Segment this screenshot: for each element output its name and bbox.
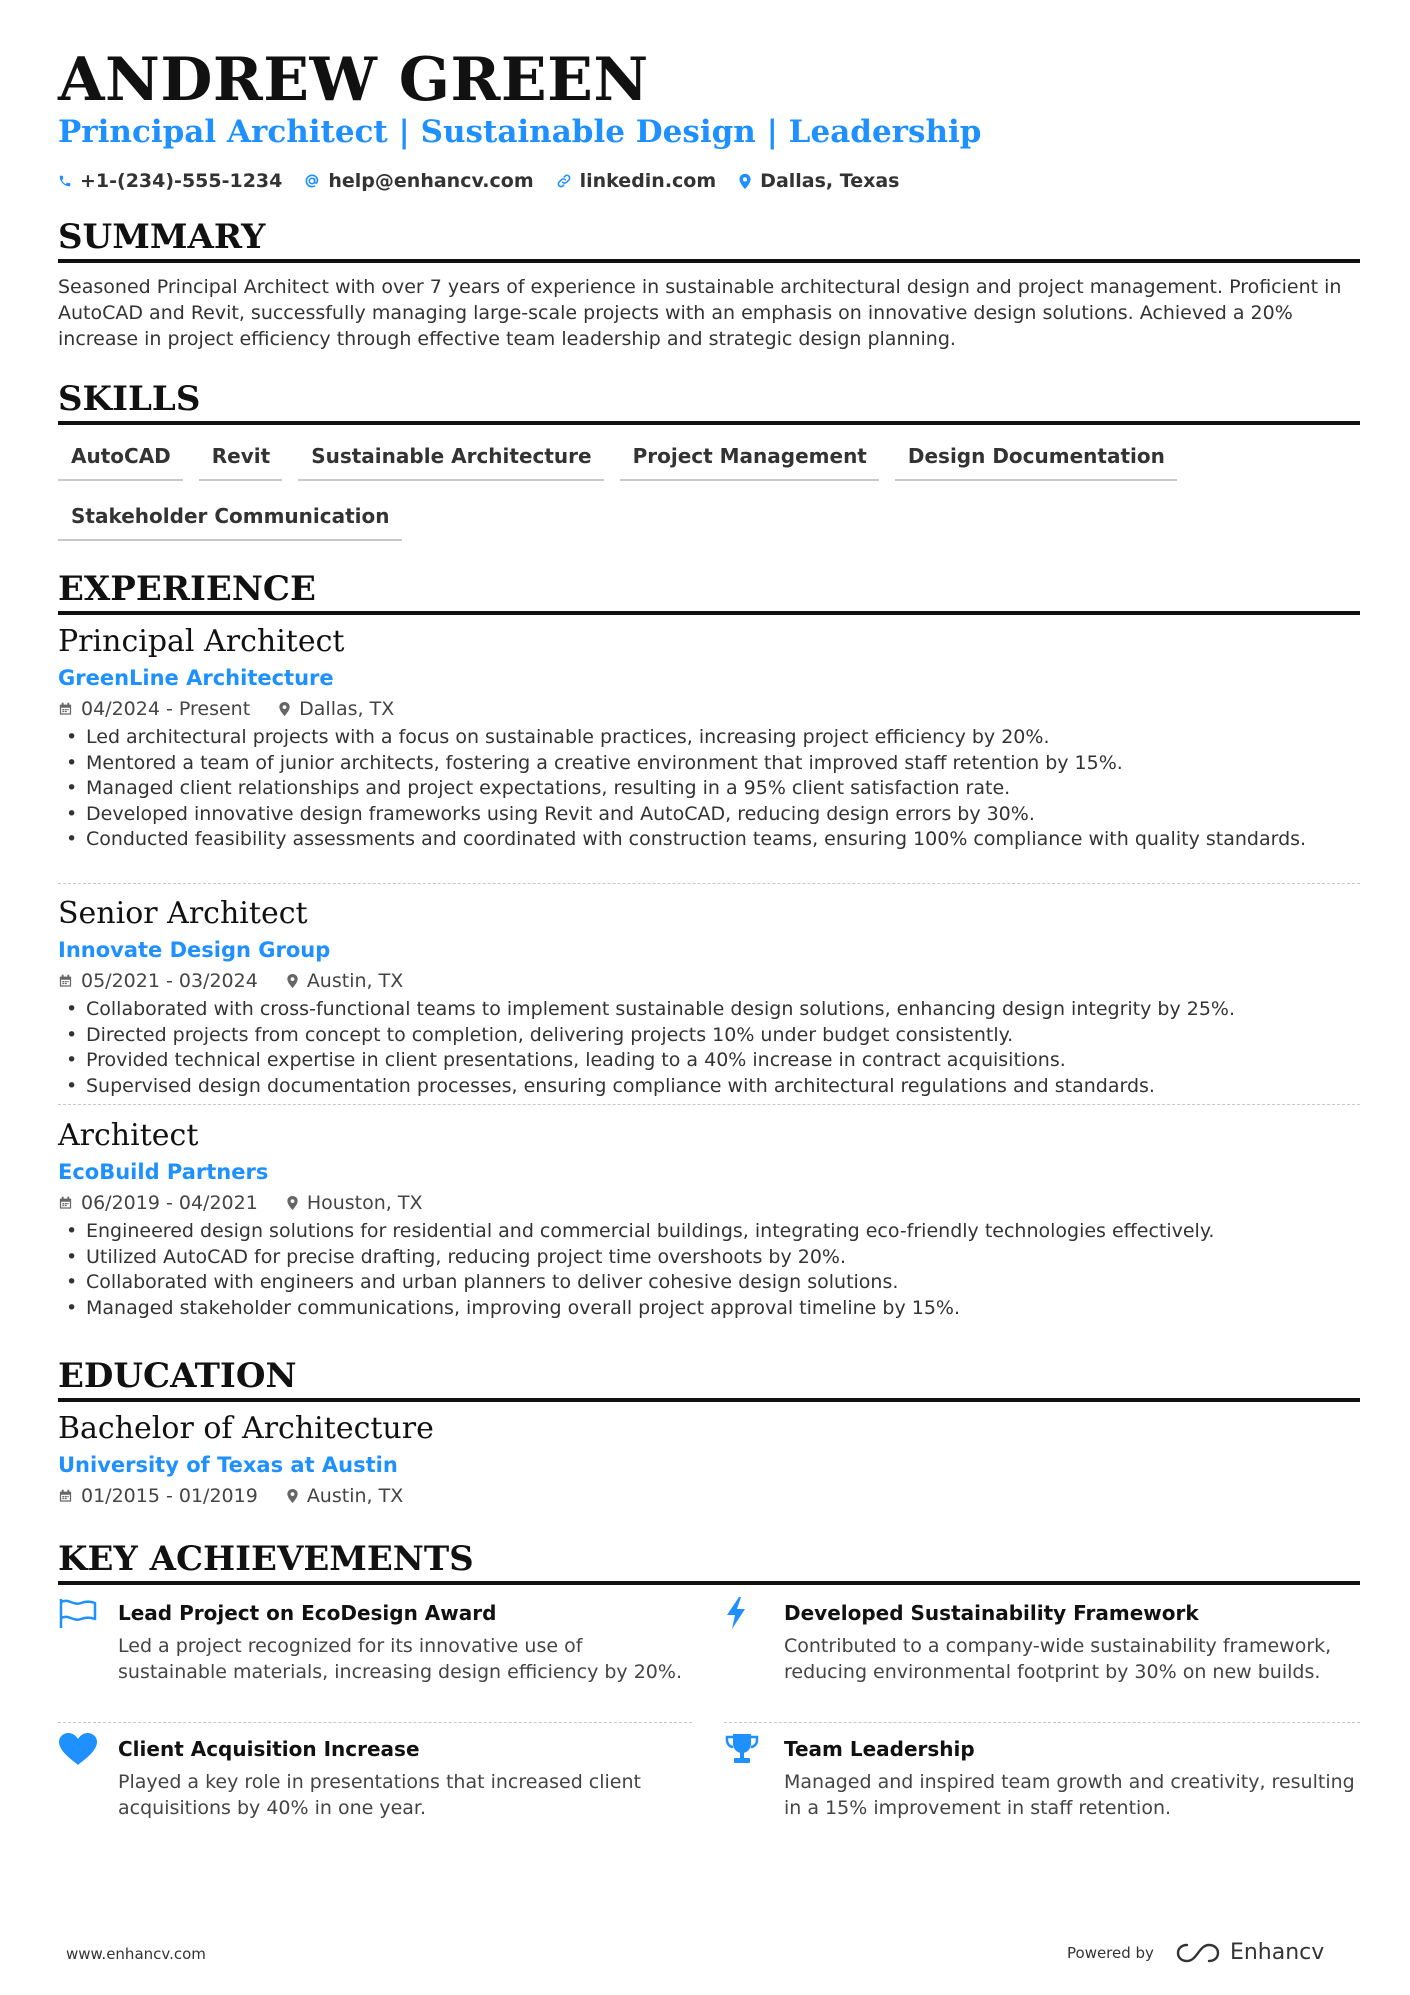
achievement-item [724,1596,1358,1685]
trophy-icon [724,1732,760,1766]
job-bullets [58,1219,1360,1321]
job-location: Houston, TX [306,1192,423,1214]
skill-tag: Revit [199,437,282,481]
education-meta [58,1482,1360,1510]
contact-email[interactable] [304,170,533,192]
candidate-headline: Principal Architect | Sustainable Design | Leadership [58,114,982,150]
calendar-icon [58,1488,73,1504]
achievement-title: Team Leadership [784,1737,975,1761]
job-bullets [58,997,1360,1099]
flag-icon [58,1597,98,1629]
job-company: Innovate Design Group [58,938,331,962]
skill-tag: Project Management [620,437,879,481]
job-bullet: • Collaborated with engineers and urban planners to deliver cohesive design solutions. [58,1270,1360,1296]
skill-tag: Stakeholder Communication [58,497,402,541]
achievement-description: Led a project recognized for its innovative use of sustainable materials, increasing design efficiency by 20%. [118,1635,682,1683]
job-company: GreenLine Architecture [58,666,334,690]
footer-branding[interactable] [1067,1940,1324,1965]
contact-location [738,170,899,192]
location-pin-icon [286,1488,299,1504]
job-bullet: • Led architectural projects with a focus on sustainable practices, increasing project efficiency by 20%. [58,725,1360,751]
job-dates: 05/2021 - 03/2024 [81,970,258,992]
link-icon [556,173,572,189]
job-bullet: • Developed innovative design frameworks using Revit and AutoCAD, reducing design errors by 30%. [58,802,1360,828]
experience-section-title: EXPERIENCE [58,570,1360,615]
calendar-icon [58,701,73,717]
job-bullet: • Utilized AutoCAD for precise drafting, reducing project time overshoots by 20%. [58,1245,1360,1271]
education-section-title: EDUCATION [58,1357,1360,1402]
job-bullet: • Conducted feasibility assessments and coordinated with construction teams, ensuring 100% compliance with quality standards. [58,827,1360,853]
skills-list [58,437,1360,557]
calendar-icon [58,1195,73,1211]
lightning-icon [724,1596,748,1630]
job-meta [58,695,1360,723]
job-meta [58,1189,1360,1217]
job-bullet: • Managed stakeholder communications, improving overall project approval timeline by 15%. [58,1296,1360,1322]
achievement-description: Contributed to a company-wide sustainability framework, reducing environmental footprint by 30% on new builds. [784,1635,1332,1683]
contact-bar [58,170,921,192]
job-divider [58,1104,1360,1105]
contact-linkedin[interactable] [556,170,717,192]
location-pin-icon [278,701,291,717]
achievement-item [58,1732,692,1821]
skill-tag: Design Documentation [895,437,1177,481]
job-dates: 04/2024 - Present [81,698,251,720]
phone-text: +1-(234)-555-1234 [80,170,283,192]
skill-tag: Sustainable Architecture [298,437,603,481]
job-title: Architect [58,1118,199,1153]
summary-section-title: SUMMARY [58,218,1360,263]
job-bullet: • Mentored a team of junior architects, fostering a creative environment that improved staff retention by 15%. [58,751,1360,777]
job-title: Principal Architect [58,624,345,659]
education-degree: Bachelor of Architecture [58,1411,434,1446]
achievement-title: Lead Project on EcoDesign Award [118,1601,497,1625]
linkedin-text: linkedin.com [579,170,717,192]
education-school: University of Texas at Austin [58,1453,398,1477]
job-meta [58,967,1360,995]
achievements-section-title: KEY ACHIEVEMENTS [58,1540,1360,1585]
achievement-item [724,1732,1358,1821]
phone-icon [58,174,72,188]
job-entry [58,895,1360,1099]
education-dates: 01/2015 - 01/2019 [81,1485,258,1507]
location-pin-icon [286,973,299,989]
summary-text: Seasoned Principal Architect with over 7 years of experience in sustainable architectural design and project management. Proficient in AutoCAD and Revit, successfully managing large-scale projects with an emphasis on innovative design solutions. Achieved a 20% increase in project efficiency through effective team leadership and strategic design planning. [58,276,1342,350]
job-bullets [58,725,1360,853]
candidate-name: ANDREW GREEN [58,45,649,115]
heart-icon [58,1732,98,1766]
brand-name: Enhancv [1229,1940,1325,1965]
enhancv-logo [1176,1940,1324,1965]
achievement-divider [58,1722,692,1723]
location-pin-icon [286,1195,299,1211]
education-location: Austin, TX [306,1485,404,1507]
skills-section-title: SKILLS [58,380,1360,425]
location-text: Dallas, Texas [760,170,900,192]
achievement-description: Played a key role in presentations that increased client acquisitions by 40% in one year. [118,1771,641,1819]
email-text: help@enhancv.com [328,170,534,192]
job-location: Dallas, TX [299,698,395,720]
enhancv-logo-icon [1176,1942,1220,1964]
achievement-divider [724,1722,1360,1723]
job-company: EcoBuild Partners [58,1160,269,1184]
job-bullet: • Supervised design documentation processes, ensuring compliance with architectural regulations and standards. [58,1074,1360,1100]
job-entry [58,1117,1360,1321]
job-bullet: • Collaborated with cross-functional teams to implement sustainable design solutions, enhancing design integrity by 25%. [58,997,1360,1023]
location-pin-icon [738,173,752,190]
contact-phone[interactable] [58,170,282,192]
achievement-title: Client Acquisition Increase [118,1737,420,1761]
calendar-icon [58,973,73,989]
skill-tag: AutoCAD [58,437,183,481]
achievement-title: Developed Sustainability Framework [784,1601,1199,1625]
job-location: Austin, TX [306,970,404,992]
achievement-description: Managed and inspired team growth and creativity, resulting in a 15% improvement in staff retention. [784,1771,1355,1819]
job-bullet: • Managed client relationships and project expectations, resulting in a 95% client satisfaction rate. [58,776,1360,802]
education-entry [58,1410,1360,1510]
powered-by-text: Powered by [1067,1943,1154,1962]
job-divider [58,883,1360,884]
job-bullet: • Directed projects from concept to completion, delivering projects 10% under budget consistently. [58,1023,1360,1049]
footer-website-link[interactable]: www.enhancv.com [66,1945,206,1963]
job-bullet: • Provided technical expertise in client presentations, leading to a 40% increase in contract acquisitions. [58,1048,1360,1074]
achievement-item [58,1596,692,1685]
job-dates: 06/2019 - 04/2021 [81,1192,258,1214]
at-icon [304,173,320,189]
job-entry [58,623,1360,853]
job-title: Senior Architect [58,896,308,931]
job-bullet: • Engineered design solutions for residential and commercial buildings, integrating eco-friendly technologies effectively. [58,1219,1360,1245]
